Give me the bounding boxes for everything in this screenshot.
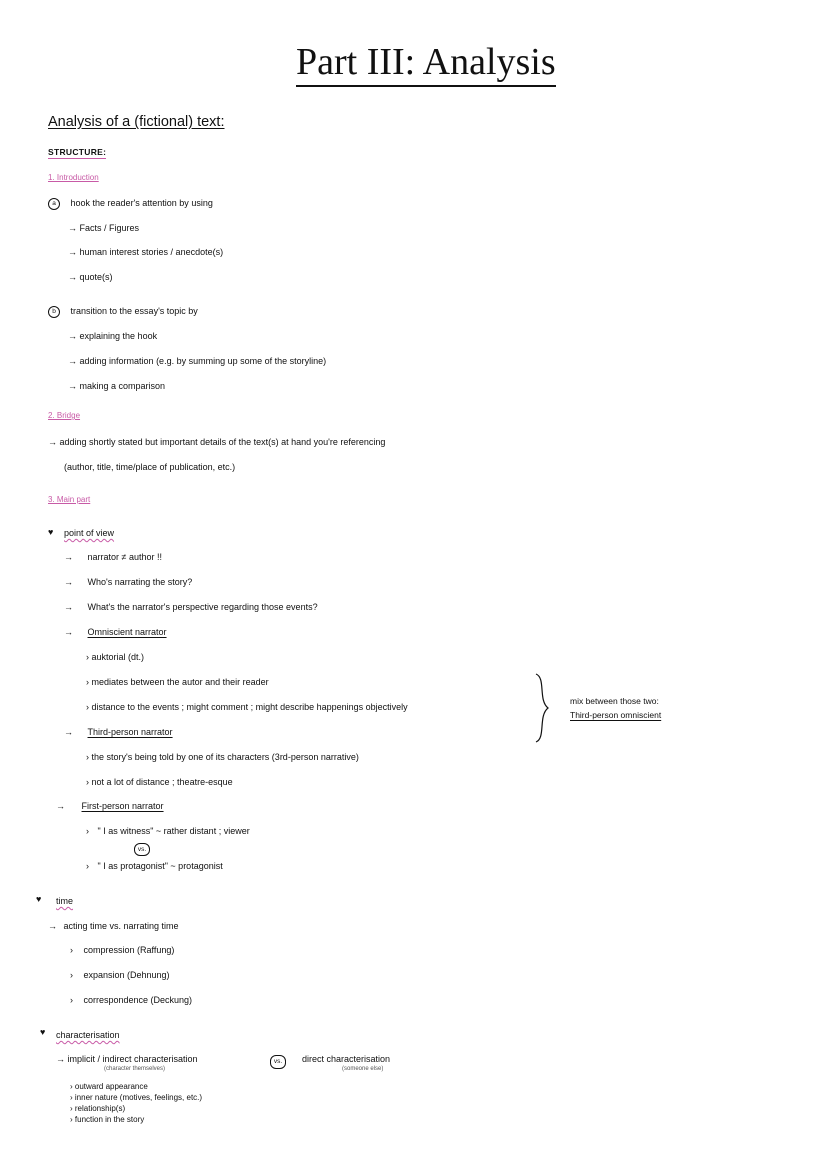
list-item: › expansion (Dehnung) <box>70 970 170 980</box>
list-item: → human interest stories / anecdote(s) <box>68 247 224 257</box>
section-introduction: 1. Introduction <box>48 173 99 182</box>
bullet-icon: ♥ <box>36 894 42 904</box>
list-item: → What's the narrator's perspective regarding those events? <box>64 602 318 612</box>
time-heading: time <box>56 896 74 906</box>
characterisation-heading: characterisation <box>56 1030 120 1040</box>
side-note-line-1: mix between those two: <box>570 696 659 706</box>
list-item: → narrator ≠ author !! <box>64 552 162 562</box>
time-line: → acting time vs. narrating time <box>48 921 179 931</box>
vs-badge: vs. <box>134 841 150 859</box>
section-main-part: 3. Main part <box>48 495 91 504</box>
list-item: › " I as witness" ~ rather distant ; viewer <box>86 826 250 836</box>
bridge-line-1: → adding shortly stated but important details of the text(s) at hand you're referencing <box>48 437 386 447</box>
section-bridge: 2. Bridge <box>48 411 81 420</box>
first-person-heading: → First-person narrator <box>56 801 164 811</box>
implicit-note: (character themselves) <box>104 1066 166 1072</box>
intro-point-b <box>48 305 198 318</box>
list-item: › relationship(s) <box>70 1104 126 1113</box>
list-item: → making a comparison <box>68 381 166 391</box>
list-item: › distance to the events ; might comment ; might describe happenings objectively <box>86 702 408 712</box>
vs-badge: vs. <box>270 1053 286 1071</box>
intro-b-text: transition to the essay's topic by <box>70 306 198 316</box>
direct-note: (someone else) <box>342 1066 384 1072</box>
list-item: › the story's being told by one of its characters (3rd-person narrative) <box>86 752 359 762</box>
brace-icon <box>532 672 554 744</box>
list-item: › not a lot of distance ; theatre-esque <box>86 777 233 787</box>
page-subtitle: Analysis of a (fictional) text: <box>48 114 225 130</box>
third-person-heading: → Third-person narrator <box>64 727 173 737</box>
omniscient-heading: → Omniscient narrator <box>64 627 167 637</box>
intro-a-text: hook the reader's attention by using <box>70 198 213 208</box>
list-item: → explaining the hook <box>68 331 158 341</box>
list-item: › inner nature (motives, feelings, etc.) <box>70 1093 203 1102</box>
side-note-line-2: Third-person omniscient <box>570 710 662 720</box>
bullet-icon: ♥ <box>40 1027 46 1037</box>
direct-characterisation: direct characterisation <box>302 1054 391 1064</box>
list-item: → Who's narrating the story? <box>64 577 193 587</box>
pov-heading: point of view <box>64 528 115 538</box>
list-item: › function in the story <box>70 1115 145 1124</box>
bridge-line-2: (author, title, time/place of publication, etc.) <box>64 462 236 472</box>
list-item: › correspondence (Deckung) <box>70 995 193 1005</box>
intro-point-a <box>48 197 213 210</box>
list-item: → quote(s) <box>68 272 113 282</box>
list-item: › " I as protagonist" ~ protagonist <box>86 861 223 871</box>
list-item: → Facts / Figures <box>68 223 140 233</box>
structure-label: STRUCTURE: <box>48 147 107 157</box>
list-item: › outward appearance <box>70 1082 148 1091</box>
implicit-characterisation: → implicit / indirect characterisation <box>56 1054 198 1064</box>
bullet-icon: ♥ <box>48 527 54 537</box>
list-item: › auktorial (dt.) <box>86 652 145 662</box>
characterisation-list <box>70 1081 202 1125</box>
list-item: → adding information (e.g. by summing up some of the storyline) <box>68 356 327 366</box>
page-title: Part III: Analysis <box>296 40 556 87</box>
marker-b: b <box>48 306 60 318</box>
list-item: › mediates between the autor and their reader <box>86 677 269 687</box>
list-item: › compression (Raffung) <box>70 945 175 955</box>
marker-a: a <box>48 198 60 210</box>
